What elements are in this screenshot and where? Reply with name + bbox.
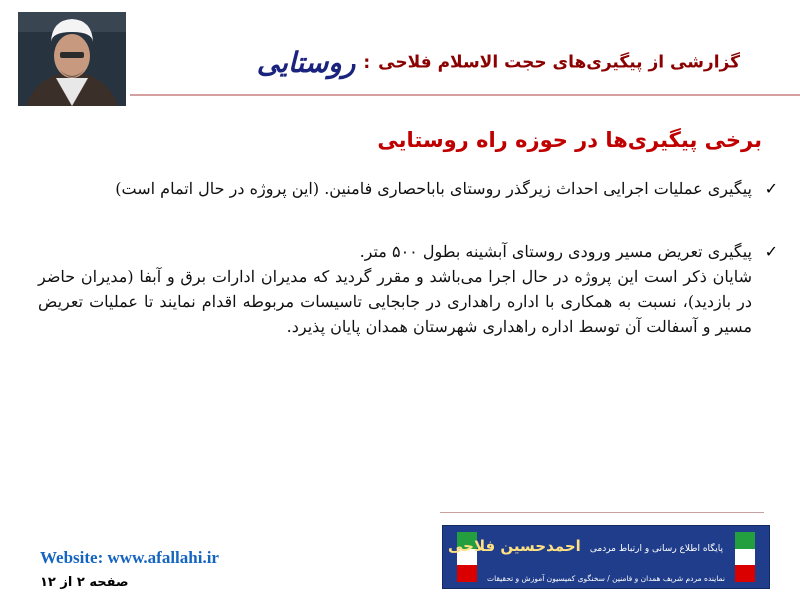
bullet-list xyxy=(38,176,778,339)
bullet-text: پیگیری تعریض مسیر ورودی روستای آبشینه بطول ۵۰۰ متر. xyxy=(359,242,752,261)
bullet-text: پیگیری عملیات اجرایی احداث زیرگذر روستای باباحصاری فامنین. (این پروژه در حال اتمام است) xyxy=(115,179,752,198)
bullet-item xyxy=(38,239,778,339)
banner-subtitle: پایگاه اطلاع رسانی و ارتباط مردمی xyxy=(589,544,723,554)
section-heading: برخی پیگیری‌ها در حوزه راه روستایی xyxy=(377,128,762,152)
check-mark-icon: ✓ xyxy=(764,242,778,261)
banner-name: احمدحسین فلاحی xyxy=(447,537,581,555)
iran-flag-icon xyxy=(735,532,755,582)
header-title xyxy=(257,46,740,79)
header-divider xyxy=(130,94,800,96)
site-banner[interactable] xyxy=(442,525,770,589)
header-title-text: گزارشی از پیگیری‌های حجت الاسلام فلاحی xyxy=(378,52,740,73)
bullet-text: شایان ذکر است این پروژه در حال اجرا می‌باشد و مقرر گردید که مدیران ادارات برق و آبفا (مدیران حاضر در بازدید)، نسبت به همکاری با اداره راهداری در جابجایی تاسیسات مربوطه اقدام نمایند تا عملیات تعریض مسیر و آسفالت آن توسط اداره راهداری شهرستان همدان پایان پذیرد. xyxy=(38,267,752,336)
banner-caption: نماینده مردم شریف همدان و فامنین / سخنگوی کمیسیون آموزش و تحقیقات xyxy=(487,574,725,583)
header-word: روستایی xyxy=(256,46,356,79)
portrait-photo xyxy=(18,12,126,106)
footer-divider xyxy=(440,512,764,513)
bullet-item xyxy=(38,176,778,201)
header-separator: : xyxy=(363,52,371,73)
website-link[interactable]: Website: www.afallahi.ir xyxy=(40,548,219,567)
page-number: صفحه ۲ از ۱۲ xyxy=(40,575,129,590)
banner-title xyxy=(447,536,723,555)
check-mark-icon: ✓ xyxy=(764,179,778,198)
